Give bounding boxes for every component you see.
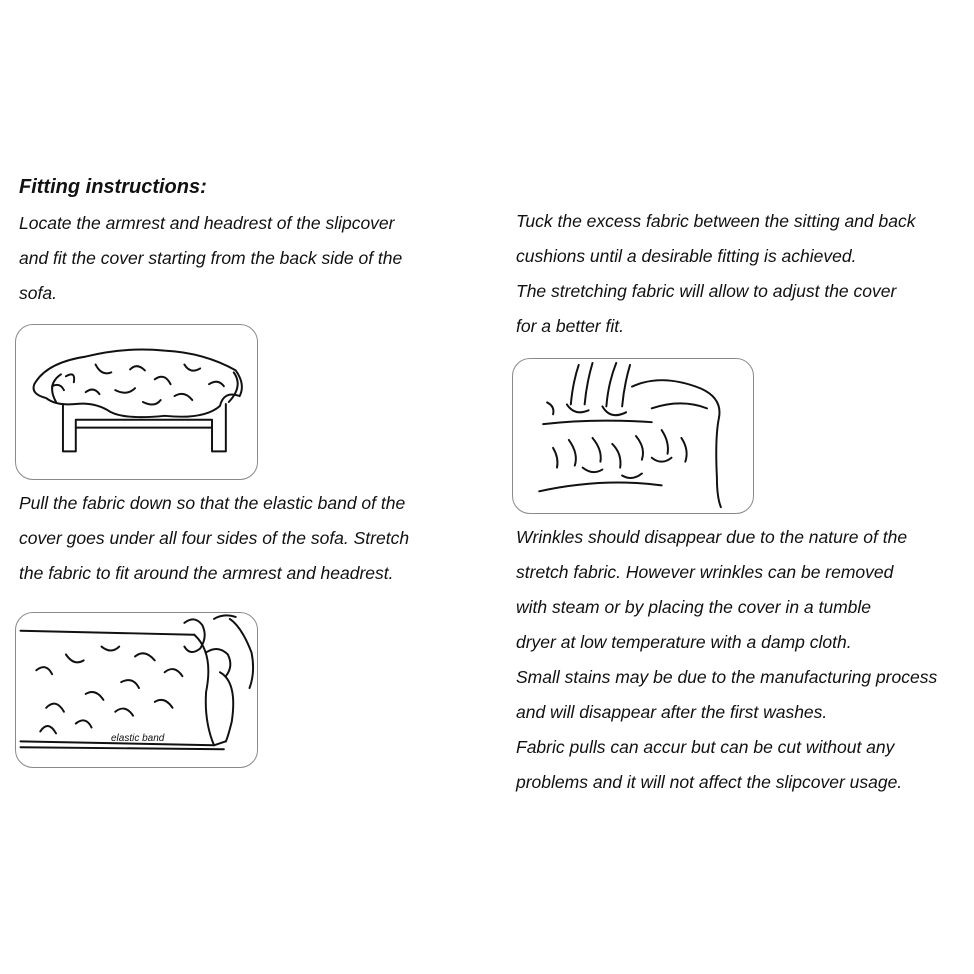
instruction-step-2: Pull the fabric down so that the elastic band of the cover goes under all four sides of the sofa. Stretch the fabric to fit around the armrest and headrest. [19, 493, 410, 583]
illustration-tuck-fabric [512, 358, 754, 514]
instruction-step-1: Locate the armrest and headrest of the slipcover and fit the cover starting from the back side of the sofa. [19, 213, 403, 303]
illustration-cover-on-sofa [15, 324, 258, 480]
elastic-band-label: elastic band [111, 733, 165, 744]
instruction-step-4: Wrinkles should disappear due to the nature of the stretch fabric. However wrinkles can be removed with steam or by placing the cover in a tumble dryer at low temperature with a damp cloth. Small stains may be due to the manufacturing process and will disappear after the first washes. Fabric pulls can accur but can be cut without any problems and it will not affect the slipcover usage. [516, 527, 938, 792]
page-title: Fitting instructions: [19, 176, 207, 198]
illustration-elastic-band [15, 612, 258, 768]
instruction-step-3: Tuck the excess fabric between the sitting and back cushions until a desirable fitting is achieved. The stretching fabric will allow to adjust the cover for a better fit. [516, 211, 916, 336]
